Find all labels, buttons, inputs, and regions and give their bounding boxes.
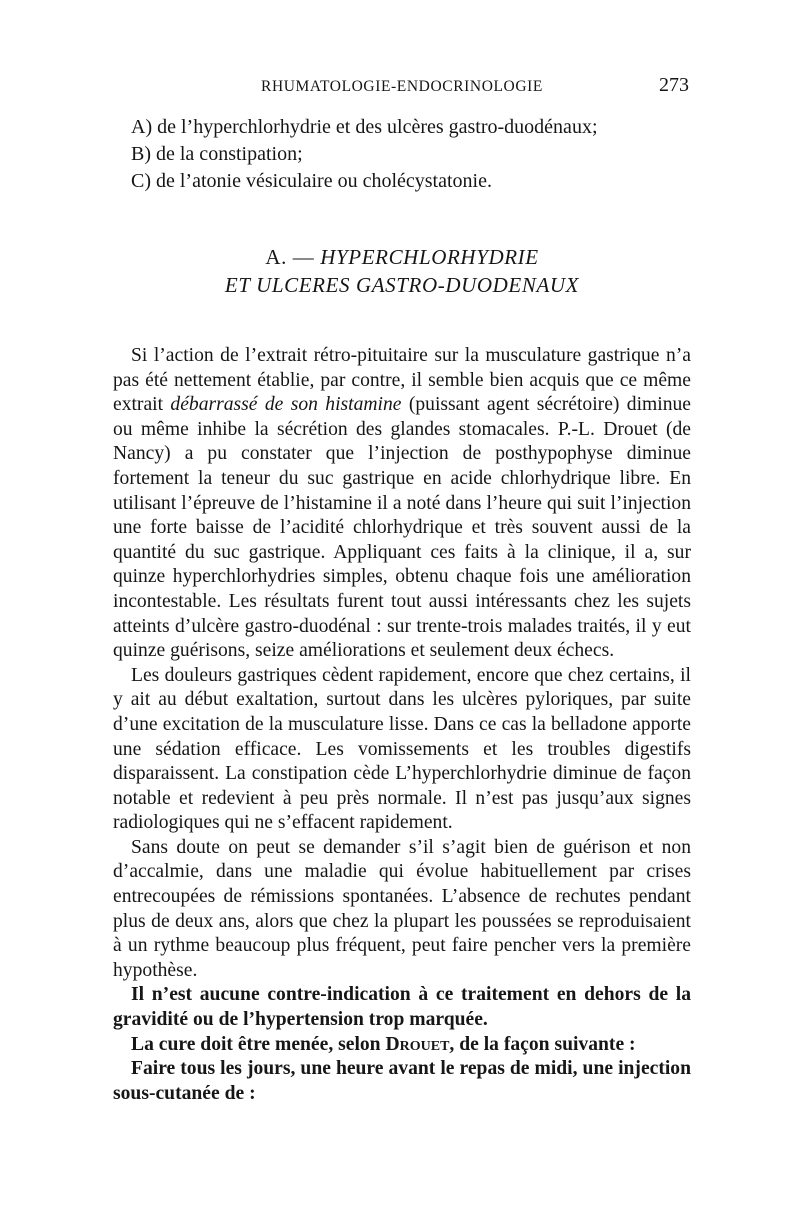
running-head (113, 72, 691, 106)
running-title: RHUMATOLOGIE-ENDOCRINOLOGIE (261, 78, 543, 95)
paragraph-5-text-a: La cure doit être menée, selon (131, 1033, 386, 1055)
section-title-line1: HYPERCHLORHYDRIE (320, 245, 539, 269)
page-number: 273 (659, 74, 689, 96)
paragraph-1-text-b: (puissant agent sécrétoire) diminue ou même inhibe la sécrétion des glandes stomacales. P.-L. Drouet (de Nancy) a pu constater que l’injection de posthypophyse diminue fortement la teneur du suc gastrique en acide chlorhydrique libre. En utilisant l’épreuve de l’histamine il a noté dans l’heure qui suit l’injection une forte baisse de l’acidité chlorhydrique et très souvent aussi de la quantité du suc gastrique. Appliquant ces faits à la clinique, il a, sur quinze hyperchlorhydries simples, obtenu chaque fois une amélioration incontestable. Les résultats furent tout aussi intéressants chez les sujets atteints d’ulcère gastro-duodénal : sur trente-trois malades traités, il y eut quinze guérisons, seize améliorations et seulement deux échecs. (113, 394, 691, 662)
section-heading (113, 243, 691, 299)
book-page (113, 72, 691, 1106)
paragraph-6: Faire tous les jours, une heure avant le repas de midi, une injection sous-cutanée de : (113, 1058, 691, 1104)
section-title-line2: ET ULCERES GASTRO-DUODENAUX (224, 273, 580, 297)
author-name: Drouet (385, 1033, 450, 1055)
paragraph-5 (113, 1033, 691, 1058)
paragraph-1-italic: débarrassé de son histamine (170, 394, 402, 416)
list-item: A) de l’hyperchlorhydrie et des ulcères gastro-duodénaux; (131, 116, 598, 138)
paragraph-5-text-b: , de la façon suivante : (449, 1033, 636, 1055)
paragraph-1 (113, 344, 691, 664)
list-item: B) de la constipation; (131, 143, 303, 165)
list-item: C) de l’atonie vésiculaire ou cholécystatonie. (131, 170, 492, 192)
paragraph-3: Sans doute on peut se demander s’il s’agit bien de guérison et non d’accalmie, dans une maladie qui évolue habituellement par crises entrecoupées de rémissions spontanées. L’absence de rechutes pendant plus de deux ans, alors que chez la plupart les poussées se reproduisaient à un rythme beaucoup plus fréquent, peut faire pencher vers la première hypothèse. (113, 836, 691, 981)
body-text (113, 344, 691, 1106)
topic-list (131, 114, 691, 195)
paragraph-1-text-a: Si l’action de l’extrait rétro-pituitaire sur la musculature gastrique n’a pas été nettement établie, par contre, il semble bien acquis que ce même extrait (113, 345, 691, 416)
paragraph-2: Les douleurs gastriques cèdent rapidement, encore que chez certains, il y ait au début exaltation, surtout dans les ulcères pyloriques, par suite d’une excitation de la musculature lisse. Dans ce cas la belladone apporte une sédation efficace. Les vomissements et les troubles digestifs disparaissent. La constipation cède L’hyperchlorhydrie diminue de façon notable et redevient à peu près normale. Il n’est pas jusqu’aux signes radiologiques qui ne s’effacent rapidement. (113, 664, 691, 834)
section-label: A. — (265, 245, 315, 269)
paragraph-4: Il n’est aucune contre-indication à ce traitement en dehors de la gravidité ou de l’hypertension trop marquée. (113, 984, 691, 1031)
